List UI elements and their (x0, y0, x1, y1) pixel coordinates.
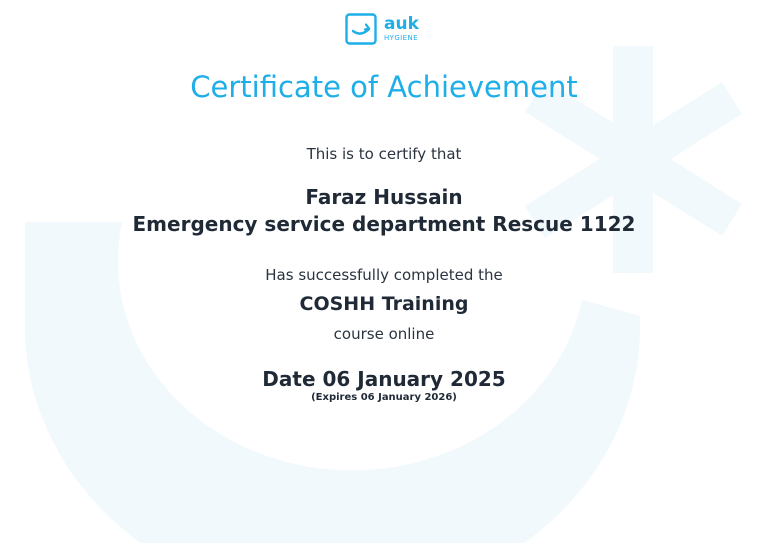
course-name: COSHH Training (299, 293, 469, 315)
expiry-date: (Expires 06 January 2026) (311, 392, 457, 403)
completion-date: Date 06 January 2025 (262, 367, 506, 391)
completion-text: Has successfully completed the (265, 266, 503, 284)
recipient-organization: Emergency service department Rescue 1122 (132, 212, 636, 236)
course-mode: course online (333, 325, 435, 343)
intro-text: This is to certify that (306, 145, 462, 163)
brand-logo (345, 13, 419, 45)
certificate-title: Certificate of Achievement (190, 70, 578, 104)
recipient-name: Faraz Hussain (305, 185, 463, 209)
brand-tagline: HYGIENE (384, 34, 418, 42)
smile-square-icon (345, 13, 377, 45)
brand-name: auk (384, 14, 419, 34)
